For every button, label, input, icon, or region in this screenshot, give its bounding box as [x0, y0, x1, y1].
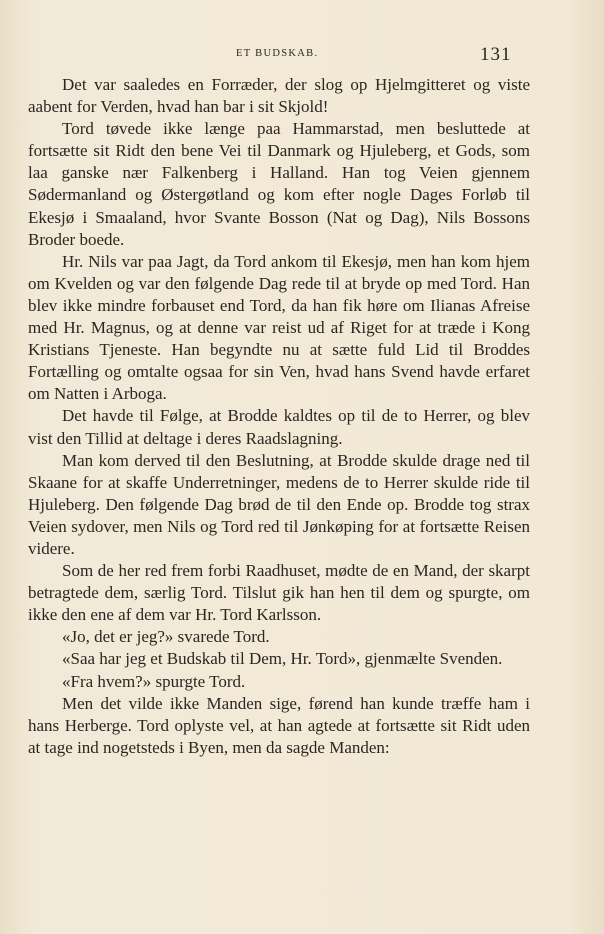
paragraph: Hr. Nils var paa Jagt, da Tord ankom til Ekesjø, men han kom hjem om Kvelden og var den følgende Dag rede til at bryde op med Tord. Han blev ikke mindre forbauset end Tord, da han fik høre om Ilianas Afreise med Hr. Magnus, og at denne var reist ud af Riget for at træde i Kong Kristians Tjeneste. Han begyndte nu at sætte fuld Lid til Broddes Fortælling og omtalte ogsaa for sin Ven, hvad hans Svend havde erfaret om Natten i Arboga.: [28, 251, 530, 404]
paragraph: «Jo, det er jeg?» svarede Tord.: [62, 627, 270, 647]
paragraph: Det havde til Følge, at Brodde kaldtes op til de to Herrer, og blev vist den Tillid at deltage i deres Raadslagning.: [28, 406, 530, 448]
paragraph: Som de her red frem forbi Raadhuset, mødte de en Mand, der skarpt betragtede dem, særlig Tord. Tilslut gik han hen til dem og spurgte, om ikke den ene af dem var Hr. Tord Karlsson.: [28, 561, 530, 625]
paragraph: Tord tøvede ikke længe paa Hammarstad, men besluttede at fortsætte sit Ridt den bene Vei til Danmark og Hjuleberg, et Gods, som laa ganske nær Falkenberg i Halland. Han tog Veien gjennem Sødermanland og Østergøtland og kom efter nogle Dages Forløb til Ekesjø i Smaaland, hvor Svante Bosson (Nat og Dag), Nils Bossons Broder boede.: [28, 119, 530, 249]
paragraph: Men det vilde ikke Manden sige, førend han kunde træffe ham i hans Herberge. Tord oplyste vel, at han agtede at fortsætte sit Ridt uden at tage ind nogetsteds i Byen, men da sagde Manden:: [28, 693, 530, 757]
paragraph: Det var saaledes en Forræder, der slog op Hjelmgitteret og viste aabent for Verden, hvad han bar i sit Skjold!: [28, 75, 530, 117]
page-header: [0, 42, 604, 72]
paragraph: Man kom derved til den Beslutning, at Brodde skulde drage ned til Skaane for at skaffe Underretninger, medens de to Herrer skulde ride til Hjuleberg. Den følgende Dag brød de til den Ende op. Brodde tog strax Veien sydover, men Nils og Tord red til Jønkøping for at fortsætte Reisen videre.: [28, 450, 530, 558]
paragraph: «Saa har jeg et Budskab til Dem, Hr. Tord», gjenmælte Svenden.: [62, 649, 503, 669]
running-head: ET BUDSKAB.: [236, 48, 319, 59]
page-number: 131: [480, 44, 512, 65]
paragraph: «Fra hvem?» spurgte Tord.: [62, 671, 246, 691]
body-text: [28, 74, 530, 759]
